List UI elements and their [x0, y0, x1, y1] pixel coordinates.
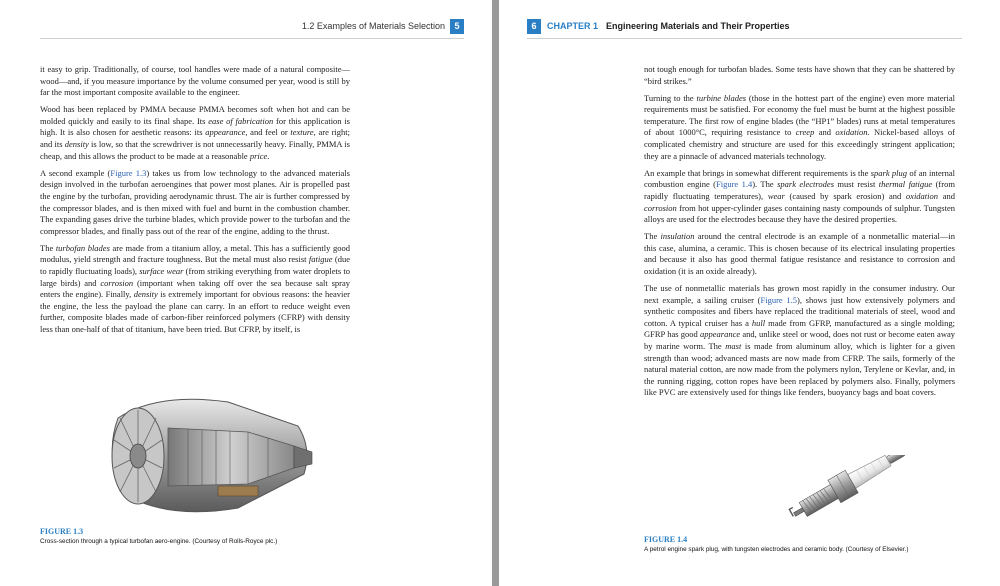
emphasis-term: hull [751, 317, 766, 328]
text-run: (from rapidly fluctuating temperatures), [644, 179, 955, 201]
text-run: for this application is high. It is also chosen for aesthetic reasons: its [40, 115, 350, 138]
text-run: , are right; and its [40, 127, 350, 150]
figure-reference-link[interactable]: Figure 1.5 [760, 294, 798, 305]
figure-label: FIGURE 1.3 [40, 527, 84, 536]
text-run: (from striking everything from water droplets to large birds) and [40, 266, 350, 288]
emphasis-term: ease of fabrication [208, 115, 274, 126]
emphasis-term: spark plug [870, 167, 908, 178]
emphasis-term: density [64, 139, 89, 150]
spark-plug-figure [746, 455, 928, 525]
text-run: An example that brings in somewhat different requirements is the [644, 167, 871, 178]
figure-caption-1-4 [644, 535, 909, 553]
paragraph [644, 231, 955, 277]
text-run: is extremely important for obvious reasons: the heavier the engine, the less the payload the plane can carry. In an effort to reduce weight even further, composite blades made of carbon-fiber reinforced polymers (CFRP) with density less than one-half of that of titanium, have been tried. But CFRP, by itself, is [40, 289, 351, 334]
figure-label: FIGURE 1.4 [644, 535, 688, 544]
paragraph [644, 93, 955, 163]
body-text-left [40, 64, 350, 341]
paragraph [644, 168, 955, 226]
text-run: . Nickel-based alloys of complicated chemistry and structure are used for this exceedingly stringent application; they are a pinnacle of advanced materials technology. [644, 127, 955, 161]
emphasis-term: wear [767, 190, 785, 201]
paragraph [644, 283, 955, 399]
running-head-title: 1.2 Examples of Materials Selection [301, 21, 445, 31]
emphasis-term: texture [290, 127, 314, 138]
text-run: and, unlike steel or wood, does not rust or become eaten away by marine worm. The [644, 329, 955, 352]
text-run: not tough enough for turbofan blades. Some tests have shown that they can be shattered by “bird strikes.” [644, 64, 955, 86]
text-run: from hot upper-cylinder gases containing nasty compounds of sulphur. Tungsten alloys are used for the electrodes because they have the desired properties. [644, 202, 955, 225]
body-text-right [644, 64, 955, 405]
figure-reference-link[interactable]: Figure 1.4 [715, 179, 753, 190]
figure-reference-link[interactable]: Figure 1.3 [110, 167, 147, 178]
text-run: ). The [752, 179, 778, 190]
running-head-title: Engineering Materials and Their Properties [606, 21, 790, 31]
text-run: is low, so that the screwdriver is not unnecessarily heavy. Finally, PMMA is cheap, and this allows the product to be made at a reasonable [40, 139, 350, 161]
text-run: The use of nonmetallic materials has grown most rapidly in the consumer industry. Our next example, a sailing cruiser ( [644, 283, 955, 305]
turbofan-engine-figure [98, 388, 320, 524]
text-run: (caused by spark erosion) and [784, 190, 906, 201]
paragraph [40, 243, 350, 336]
emphasis-term: creep [795, 127, 815, 138]
text-run: A second example ( [40, 167, 111, 178]
left-page [0, 0, 492, 586]
page-number: 5 [450, 19, 464, 34]
emphasis-term: thermal fatigue [878, 179, 933, 190]
text-run: Wood has been replaced by PMMA because PMMA becomes soft when hot and can be molded quickly and easily to its final shape. Its [40, 104, 350, 126]
emphasis-term: price [249, 150, 268, 161]
emphasis-term: density [133, 289, 158, 300]
text-run: must resist [834, 179, 879, 190]
right-page [499, 0, 1000, 586]
page-number: 6 [527, 19, 541, 34]
text-run: ) takes us from low technology to the advanced materials design involved in the turbofan aeroengines that power most planes. Air is propelled past the engine by the turbofan, providing aerodynamic thrust. The air is further compressed by the compressor blades, and is then mixed with fuel and burnt in the combustion chamber. The expanding gases drive the turbine blades, which provide power to the turbofan and the compressor blades, and finally pass out of the rear of the engine, adding to the thrust. [40, 167, 350, 236]
emphasis-term: appearance [205, 127, 246, 138]
text-run: (due to rapidly fluctuating loads), [40, 254, 350, 276]
emphasis-term: spark electrodes [777, 179, 834, 190]
paragraph [644, 64, 955, 87]
text-run: of an internal combustion engine ( [644, 167, 955, 190]
text-run: (those in the hottest part of the engine) even more material requirements must be satisfied. For economy the fuel must be burnt at the highest possible temperature. The first row of engine blades (the “HP1” blades) runs at metal temperatures of about 1000°C, requiring resistance to [644, 92, 955, 138]
emphasis-term: turbine blades [696, 92, 747, 103]
emphasis-term: oxidation [905, 190, 939, 201]
emphasis-term: appearance [700, 329, 741, 340]
chapter-label: CHAPTER 1 [547, 21, 599, 31]
emphasis-term: corrosion [644, 202, 677, 213]
text-run: made from GFRP, manufactured as a single molding; GFRP has good [644, 317, 955, 340]
header-rule [40, 38, 464, 39]
paragraph [40, 168, 350, 238]
text-run: are made from a titanium alloy, a metal. This has a sufficiently good modulus, yield strength and fracture toughness. But the metal must also resist [40, 242, 350, 265]
text-run: , and feel or [245, 127, 291, 138]
figure-caption-text: A petrol engine spark plug, with tungsten electrodes and ceramic body. (Courtesy of Elsevier.) [644, 546, 909, 553]
text-run: and [938, 190, 955, 201]
text-run: Turning to the [644, 92, 697, 103]
emphasis-term: insulation [660, 231, 695, 242]
running-head-left [302, 13, 464, 39]
text-run: around the central electrode is an example of a nonmetallic material—in this case, alumina, a ceramic. This is chosen because of its electrical insulating properties and because it also has good thermal fatigue resistance and resistance to corrosion and oxidation (it is an oxide already). [644, 231, 955, 276]
paragraph [40, 104, 350, 162]
text-run: and [814, 127, 836, 138]
figure-caption-1-3 [40, 527, 277, 545]
emphasis-term: surface wear [139, 266, 184, 276]
page-gutter [492, 0, 499, 586]
text-run: . [267, 150, 270, 161]
header-rule [527, 38, 962, 39]
text-run: (important when taking off over the sea because salt spray enters the engine). Finally, [40, 277, 350, 300]
text-run: ), shows just how extensively polymers and synthetic composites and fibers have replaced the traditional materials of steel, wood and cotton. A typical cruiser has a [644, 294, 955, 328]
figure-caption-text: Cross-section through a typical turbofan aero-engine. (Courtesy of Rolls-Royce plc.) [40, 538, 278, 545]
paragraph [40, 64, 350, 99]
running-head-right [527, 13, 790, 39]
emphasis-term: mast [725, 341, 742, 352]
emphasis-term: oxidation [835, 127, 868, 138]
emphasis-term: fatigue [308, 254, 333, 265]
emphasis-term: turbofan blades [55, 242, 110, 253]
text-run: The [40, 242, 56, 253]
text-run: it easy to grip. Traditionally, of course, tool handles were made of a natural composite—wood—and, if you measure importance by the volume consumed per year, wood is still by far the most important composite available to the engineer. [40, 64, 350, 98]
emphasis-term: corrosion [100, 277, 134, 288]
text-run: is made from aluminum alloy, which is lighter for a given strength than wood; advanced masts are now made from CFRP. The sails, formerly of the natural material cotton, are now made from the polymers nylon, Terylene or Kevlar, and, in the running rigging, cotton ropes have been replaced by polymers also. Finally, polymers like PVC are extensively used for things like fenders, buoyancy bags and boat covers. [644, 341, 955, 398]
text-run: The [644, 231, 661, 242]
